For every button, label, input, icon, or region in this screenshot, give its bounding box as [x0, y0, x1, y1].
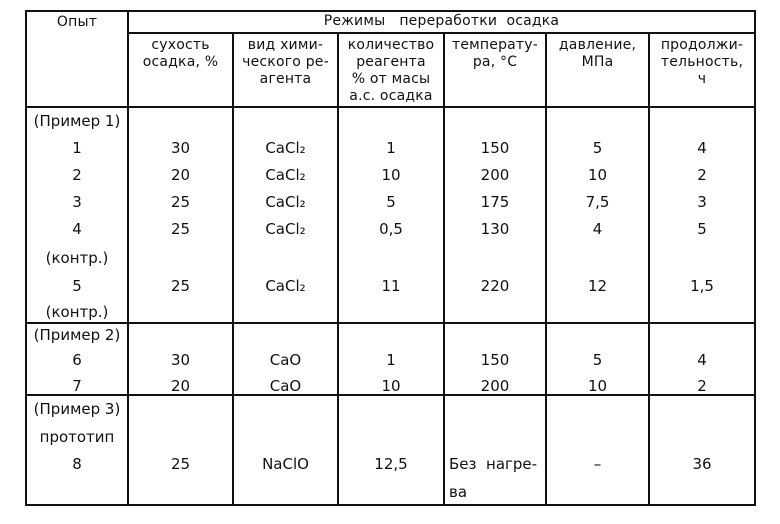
table-border-bottom — [25, 504, 756, 506]
column-divider — [648, 32, 650, 506]
cell-pressure: 10 — [587, 377, 608, 395]
header-dryness: сухость осадка, % — [142, 37, 219, 70]
group-header-divider — [127, 32, 756, 34]
column-divider — [127, 10, 129, 506]
cell-dryness: 25 — [170, 193, 191, 211]
cell-reagent: CaCl₂ — [265, 166, 306, 184]
cell-amount: 10 — [381, 377, 401, 395]
cell-reagent: NaClO — [262, 455, 309, 473]
control-note: (контр.) — [45, 303, 109, 321]
cell-temperature: Без нагре- — [449, 455, 538, 473]
cell-opyt: 2 — [72, 166, 82, 184]
section-label: (Пример 1) — [33, 112, 121, 130]
header-opyt: Опыт — [56, 14, 98, 30]
cell-opyt: 7 — [72, 377, 82, 395]
cell-reagent: CaO — [269, 377, 302, 395]
cell-pressure: 7,5 — [585, 193, 610, 211]
table-border-right — [754, 10, 756, 506]
cell-duration: 4 — [697, 351, 707, 369]
cell-duration: 36 — [692, 455, 712, 473]
cell-amount: 1 — [386, 351, 396, 369]
cell-amount: 5 — [386, 193, 396, 211]
cell-temperature: 220 — [480, 277, 510, 295]
cell-opyt: 3 — [72, 193, 82, 211]
header-pressure: давление, МПа — [558, 37, 637, 70]
section-sublabel: прототип — [39, 428, 115, 446]
cell-dryness: 30 — [170, 351, 191, 369]
cell-pressure: 5 — [592, 351, 603, 369]
cell-opyt: 1 — [72, 139, 82, 157]
cell-opyt: 6 — [72, 351, 82, 369]
header-reagent-type: вид хими- ческого ре- агента — [242, 37, 329, 87]
cell-dryness: 20 — [170, 377, 191, 395]
column-divider — [545, 32, 547, 506]
cell-duration: 3 — [697, 193, 707, 211]
header-temperature: температу- ра, °С — [451, 37, 539, 70]
column-divider — [443, 32, 445, 506]
cell-temperature-continuation: ва — [449, 483, 468, 501]
cell-duration: 1,5 — [690, 277, 714, 295]
cell-dryness: 30 — [170, 139, 191, 157]
cell-duration: 5 — [697, 220, 707, 238]
cell-temperature: 200 — [480, 377, 510, 395]
cell-dryness: 25 — [170, 277, 191, 295]
column-divider — [232, 32, 234, 506]
cell-pressure: – — [593, 455, 602, 473]
cell-amount: 0,5 — [379, 220, 403, 238]
cell-pressure: 5 — [592, 139, 603, 157]
header-bottom-divider — [25, 106, 756, 108]
cell-opyt: 8 — [72, 455, 82, 473]
cell-temperature: 150 — [480, 139, 510, 157]
section-label: (Пример 3) — [33, 400, 121, 418]
cell-duration: 2 — [697, 166, 707, 184]
cell-reagent: CaO — [269, 351, 302, 369]
header-reagent-amount: количество реагента % от масы а.с. осадка — [347, 37, 435, 104]
cell-temperature: 130 — [480, 220, 510, 238]
section-label: (Пример 2) — [33, 326, 121, 344]
section-divider — [25, 322, 756, 324]
cell-amount: 11 — [381, 277, 401, 295]
cell-duration: 2 — [697, 377, 707, 395]
cell-temperature: 150 — [480, 351, 510, 369]
control-note: (контр.) — [45, 249, 109, 267]
cell-temperature: 175 — [480, 193, 510, 211]
header-duration: продолжи- тельность, ч — [660, 37, 744, 87]
table-border-top — [25, 10, 756, 12]
cell-pressure: 12 — [587, 277, 608, 295]
cell-reagent: CaCl₂ — [265, 220, 306, 238]
cell-temperature: 200 — [480, 166, 510, 184]
cell-reagent: CaCl₂ — [265, 277, 306, 295]
cell-dryness: 25 — [170, 220, 191, 238]
cell-amount: 1 — [386, 139, 396, 157]
cell-opyt: 4 — [72, 220, 82, 238]
cell-dryness: 20 — [170, 166, 191, 184]
cell-pressure: 4 — [592, 220, 603, 238]
cell-reagent: CaCl₂ — [265, 139, 306, 157]
cell-reagent: CaCl₂ — [265, 193, 306, 211]
cell-pressure: 10 — [587, 166, 608, 184]
cell-amount: 12,5 — [374, 455, 408, 473]
cell-amount: 10 — [381, 166, 401, 184]
cell-duration: 4 — [697, 139, 707, 157]
cell-dryness: 25 — [170, 455, 191, 473]
cell-opyt: 5 — [72, 277, 82, 295]
header-group-title: Режимы переработки осадка — [323, 13, 560, 29]
